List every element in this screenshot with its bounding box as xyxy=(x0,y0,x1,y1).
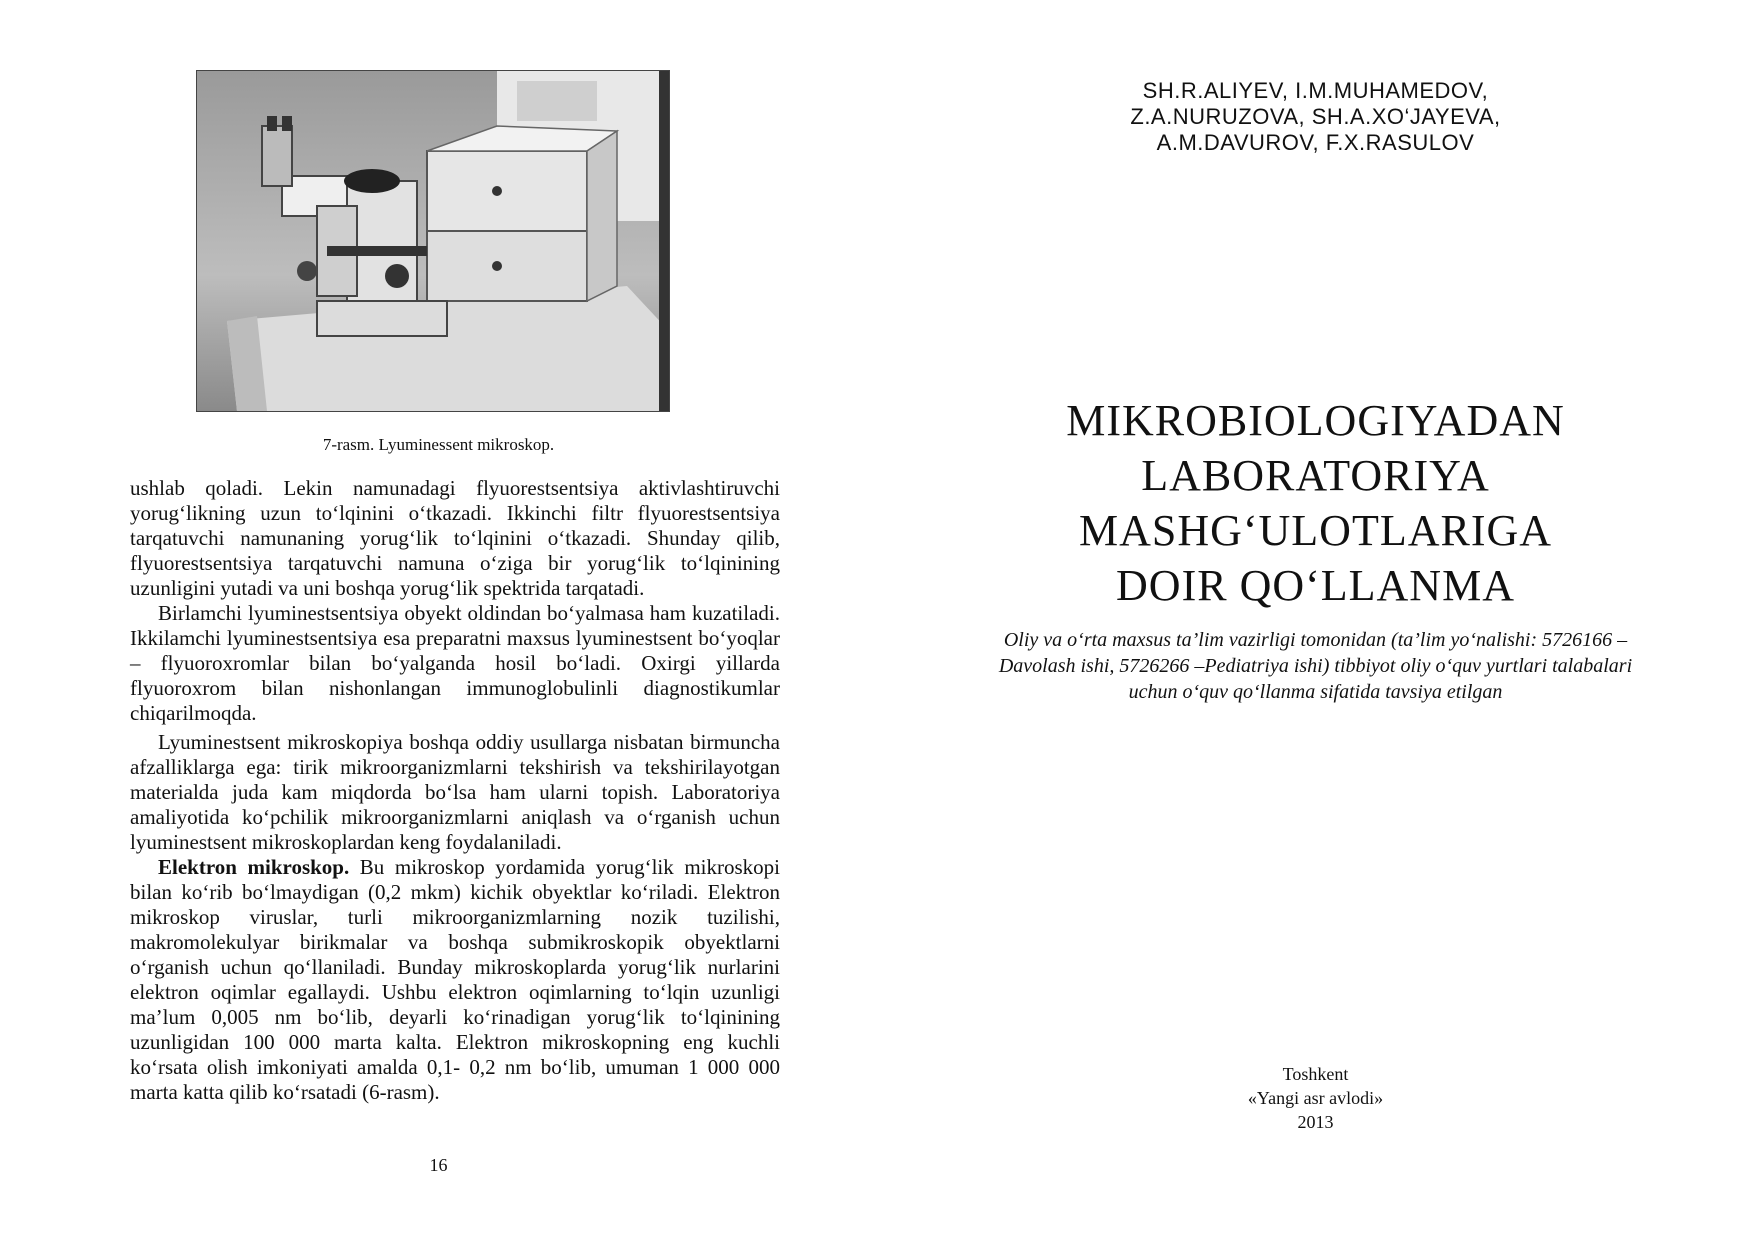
body-text-block-1 xyxy=(130,476,780,726)
authors xyxy=(877,78,1754,156)
title-line: MASHG‘ULOTLARIGA xyxy=(1078,506,1553,555)
microscope-photo xyxy=(196,70,670,412)
paragraph: Birlamchi lyuminestsentsiya obyekt oldindan bo‘yalmasa ham kuzatiladi. Ikkilamchi lyuminestsentsiya esa preparatni maxsus lyuminestsent bo‘yoqlar – flyuoroxromlar bilan bo‘yalganda hosil bo‘ladi. Oxirgi yillarda flyuoroxrom bilan nishonlangan immunoglobulinli diagnostikumlar chiqarilmoqda. xyxy=(130,601,780,725)
paragraph-electron-microscope xyxy=(130,855,780,1105)
publisher-info xyxy=(877,1062,1754,1134)
body-text-block-2 xyxy=(130,730,780,1105)
title-line: DOIR QO‘LLANMA xyxy=(1116,561,1515,610)
publisher-name: «Yangi asr avlodi» xyxy=(1247,1088,1384,1108)
title-line: LABORATORIYA xyxy=(1141,451,1490,500)
publication-year: 2013 xyxy=(1297,1112,1334,1132)
microscope-photo-image xyxy=(197,71,669,411)
electron-microscope-heading: Elektron mikroskop. xyxy=(158,855,350,879)
figure-caption: 7-rasm. Lyuminessent mikroskop. xyxy=(322,435,555,454)
title-line: MIKROBIOLOGIYADAN xyxy=(1066,396,1565,445)
right-page xyxy=(877,0,1754,1240)
electron-microscope-text: Bu mikroskop yordamida yorug‘lik mikroskopi bilan ko‘rib bo‘lmaydigan (0,2 mkm) kichik obyektlar ko‘riladi. Elektron mikroskop viruslar, turli mikroorganizmlarning nozik tuzilishi, makromolekulyar birikmalar va boshqa submikroskopik obyektlarni o‘rganish uchun qo‘llaniladi. Bunday mikroskoplarda yorug‘lik nurlarini elektron oqimlar egallaydi. Ushbu elektron oqimlarning to‘lqin uzunligi ma’lum 0,005 nm bo‘lib, deyarli ko‘rinadigan yorug‘lik to‘lqinining uzunligidan 100 000 marta kalta. Elektron mikroskopning eng kuchli ko‘rsata olish imkoniyati amalda 0,1- 0,2 nm bo‘lib, umuman 1 000 000 marta katta qilib ko‘rsatadi (6-rasm). xyxy=(130,855,780,1104)
approval-note: Oliy va o‘rta maxsus ta’lim vazirligi tomonidan (ta’lim yo‘nalishi: 5726166 – Davolash ishi, 5726266 –Pediatriya ishi) tibbiyot oliy o‘quv yurtlari talabalari uchun o‘quv qo‘llanma sifatida tavsiya etilgan xyxy=(998,629,1633,703)
book-title xyxy=(877,393,1754,613)
page-number: 16 xyxy=(429,1155,448,1175)
paragraph: Lyuminestsent mikroskopiya boshqa oddiy usullarga nisbatan birmuncha afzalliklarga ega: tirik mikroorganizmlarni tekshirish va tekshirilayotgan materialda juda kam miqdorda bo‘lsa ham ularni topish. Laboratoriya amaliyotida ko‘pchilik mikroorganizmlarni aniqlash va o‘rganish uchun lyuminestsent mikroskoplardan keng foydalaniladi. xyxy=(130,730,780,854)
author-line: A.M.DAVUROV, F.X.RASULOV xyxy=(1156,130,1475,155)
author-line: SH.R.ALIYEV, I.M.MUHAMEDOV, xyxy=(1142,78,1489,103)
publisher-city: Toshkent xyxy=(1282,1064,1349,1084)
paragraph: ushlab qoladi. Lekin namunadagi flyuorestsentsiya aktivlashtiruvchi yorug‘likning uzun to‘lqinini o‘tkazadi. Ikkinchi filtr flyuorestsentsiya tarqatuvchi namunaning yorug‘lik to‘lqinini o‘tkazadi. Shunday qilib, flyuorestsentsiya tarqatuvchi namuna o‘ziga bir yorug‘lik to‘lqinining uzunligini yutadi va uni boshqa yorug‘lik spektrida tarqatadi. xyxy=(130,476,780,600)
author-line: Z.A.NURUZOVA, SH.A.XO‘JAYEVA, xyxy=(1130,104,1501,129)
